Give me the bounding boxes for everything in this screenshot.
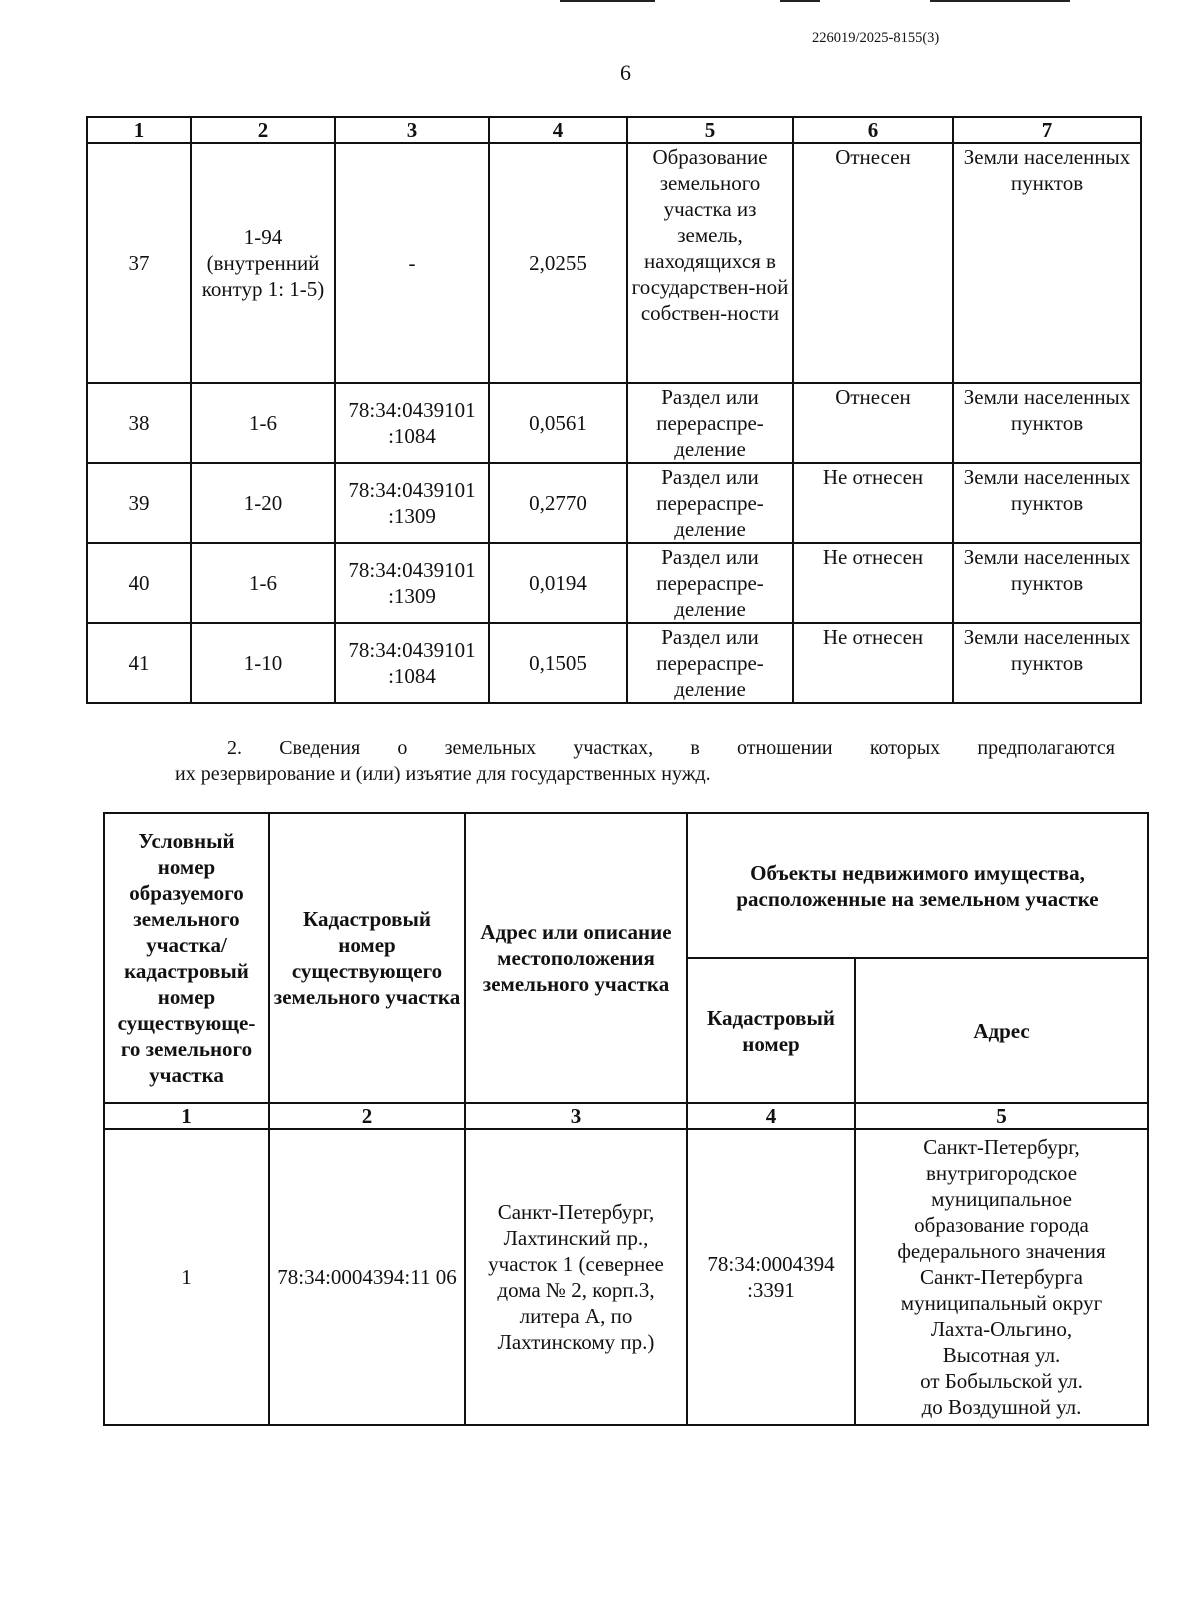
column-number: 5 [627, 117, 793, 143]
contour-points: 1-10 [191, 623, 335, 703]
cadastral-number: 78:34:0439101 :1084 [335, 383, 489, 463]
land-category: Земли населенных пунктов [953, 543, 1141, 623]
assignment-status: Не отнесен [793, 543, 953, 623]
cadastral-number: 78:34:0439101 :1309 [335, 543, 489, 623]
header-object-cadastral-number: Кадастровый номер [687, 958, 855, 1103]
header-real-estate-objects: Объекты недвижимого имущества, расположенные на земельном участке [687, 813, 1148, 958]
assignment-status: Отнесен [793, 383, 953, 463]
table-row [87, 143, 1141, 383]
plot-number: 39 [87, 463, 191, 543]
assignment-status: Отнесен [793, 143, 953, 383]
land-category: Земли населенных пунктов [953, 383, 1141, 463]
plot-area: 0,1505 [489, 623, 627, 703]
section-2-paragraph [175, 735, 1115, 787]
formation-method: Образование земельного участка из земель, находящихся в государствен-ной собствен-ности [627, 143, 793, 383]
assignment-status: Не отнесен [793, 623, 953, 703]
plot-area: 2,0255 [489, 143, 627, 383]
formation-method: Раздел или перераспре-деление [627, 383, 793, 463]
land-category: Земли населенных пунктов [953, 463, 1141, 543]
plot-number: 40 [87, 543, 191, 623]
address-line: муниципальный округ [900, 1291, 1103, 1315]
address-line: внутригородское [925, 1161, 1078, 1185]
address-line: Санкт-Петербург, [923, 1135, 1080, 1159]
table-row [104, 1129, 1148, 1425]
scan-artifact [780, 0, 820, 2]
cadastral-number: - [335, 143, 489, 383]
plot-area: 0,0194 [489, 543, 627, 623]
column-number: 3 [465, 1103, 687, 1129]
plot-location: Санкт-Петербург, Лахтинский пр., участок 1 (севернее дома № 2, корп.3, литера А, по Лахтинскому пр.) [465, 1129, 687, 1425]
column-number: 5 [855, 1103, 1148, 1129]
table-row [87, 463, 1141, 543]
reservation-table [103, 812, 1149, 1426]
plot-number: 37 [87, 143, 191, 383]
plot-area: 0,0561 [489, 383, 627, 463]
address-line: образование города [914, 1213, 1089, 1237]
land-category: Земли населенных пунктов [953, 143, 1141, 383]
column-number-row [87, 117, 1141, 143]
plot-number: 38 [87, 383, 191, 463]
column-number: 1 [87, 117, 191, 143]
column-number-row [104, 1103, 1148, 1129]
plot-number: 1 [104, 1129, 269, 1425]
column-number: 6 [793, 117, 953, 143]
contour-points: 1-20 [191, 463, 335, 543]
column-number: 2 [191, 117, 335, 143]
cadastral-number: 78:34:0439101 :1309 [335, 463, 489, 543]
column-number: 2 [269, 1103, 465, 1129]
column-number: 1 [104, 1103, 269, 1129]
column-number: 4 [687, 1103, 855, 1129]
object-cadastral-number: 78:34:0004394 :3391 [687, 1129, 855, 1425]
section-2-line-2: их резервирование и (или) изъятие для государственных нужд. [175, 763, 711, 785]
object-address [855, 1129, 1148, 1425]
header-conditional-number: Условный номер образуемого земельного участка/ кадастровый номер существующе-го земельного участка [104, 813, 269, 1103]
contour-points: 1-94 (внутренний контур 1: 1-5) [191, 143, 335, 383]
section-2-line-1: 2. Сведения о земельных участках, в отношении которых предполагаются [227, 737, 1115, 759]
formation-method: Раздел или перераспре-деление [627, 623, 793, 703]
header-object-address: Адрес [855, 958, 1148, 1103]
cadastral-number: 78:34:0004394:11 06 [269, 1129, 465, 1425]
address-line: Высотная ул. [942, 1343, 1061, 1367]
land-plots-table [86, 116, 1142, 704]
column-number: 3 [335, 117, 489, 143]
table-row [87, 623, 1141, 703]
address-line: от Бобыльской ул. [920, 1369, 1083, 1393]
table-row [87, 543, 1141, 623]
header-cadastral-number: Кадастровый номер существующего земельного участка [269, 813, 465, 1103]
assignment-status: Не отнесен [793, 463, 953, 543]
plot-area: 0,2770 [489, 463, 627, 543]
address-line: Лахта-Ольгино, [930, 1317, 1073, 1341]
header-location: Адрес или описание местоположения земельного участка [465, 813, 687, 1103]
formation-method: Раздел или перераспре-деление [627, 543, 793, 623]
address-line: муниципальное [931, 1187, 1072, 1211]
address-line: до Воздушной ул. [921, 1395, 1082, 1419]
address-line: федерального значения [897, 1239, 1106, 1263]
address-line: Санкт-Петербурга [920, 1265, 1083, 1289]
scan-artifact [560, 0, 655, 2]
cadastral-number: 78:34:0439101 :1084 [335, 623, 489, 703]
column-number: 7 [953, 117, 1141, 143]
header-row [104, 813, 1148, 958]
plot-number: 41 [87, 623, 191, 703]
document-number: 226019/2025-8155(3) [812, 30, 940, 46]
contour-points: 1-6 [191, 383, 335, 463]
scan-artifact [930, 0, 1070, 2]
contour-points: 1-6 [191, 543, 335, 623]
formation-method: Раздел или перераспре-деление [627, 463, 793, 543]
page-number: 6 [620, 60, 631, 85]
table-row [87, 383, 1141, 463]
land-category: Земли населенных пунктов [953, 623, 1141, 703]
column-number: 4 [489, 117, 627, 143]
